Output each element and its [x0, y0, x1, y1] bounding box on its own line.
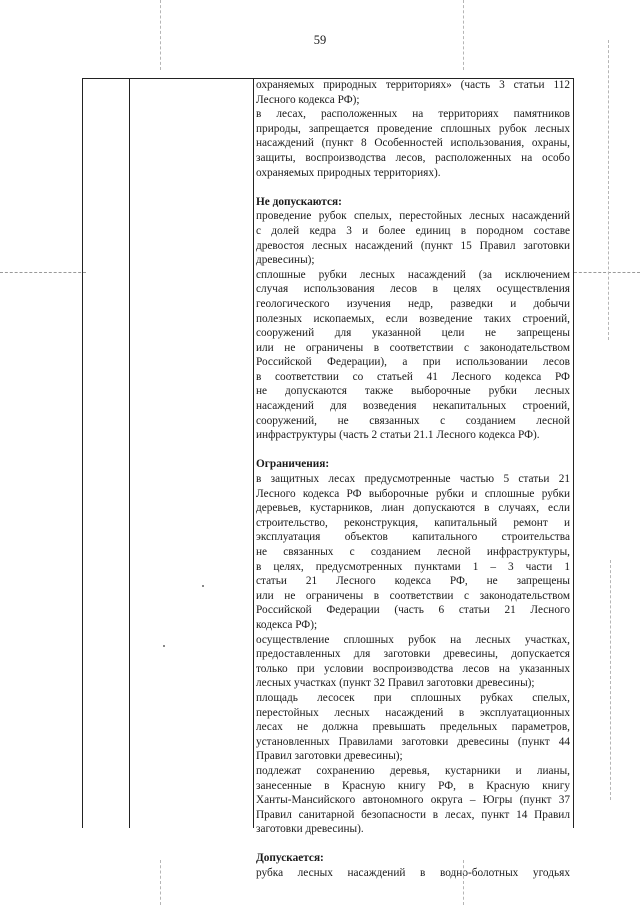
- text-line: заготовки древесины).: [256, 823, 364, 836]
- text-line: лесных участках (пункт 32 Правил заготовки древесины);: [256, 677, 535, 690]
- text-line: не связанных с созданием лесной инфраструктуры,: [256, 546, 570, 558]
- text-line: рубка лесных насаждений в водно-болотных угодьях: [256, 867, 570, 880]
- text-line: природы, запрещается проведение сплошных рубок лесных: [256, 122, 570, 135]
- text-line: Лесного кодекса РФ выборочные рубки и сплошные рубки: [256, 487, 570, 500]
- text-line: случая использования лесов в целях осуществления: [256, 283, 570, 296]
- text-line: насаждений (пункт 8 Особенностей использования, охраны,: [256, 137, 570, 150]
- text-line: Правил санитарной безопасности в лесах, пункт 14 Правил: [256, 808, 570, 821]
- text-line: охраняемых природных территориях).: [256, 166, 441, 179]
- paragraph-gap: [256, 180, 570, 195]
- scan-artifact-line: [463, 0, 464, 70]
- text-line: установленных Правилами заготовки древесины (пункт 44: [256, 735, 570, 748]
- text-line: Лесного кодекса РФ);: [256, 93, 360, 106]
- text-line: подлежат сохранению деревья, кустарники и лианы,: [256, 764, 570, 777]
- text-line: геологического изучения недр, разведки и добычи: [256, 297, 570, 310]
- text-line: охраняемых природных территориях» (часть 3 статьи 112: [256, 79, 570, 91]
- text-line: перестойных лесных насаждений в эксплуатационных: [256, 706, 570, 719]
- scan-artifact-line: [160, 860, 161, 905]
- section-heading: Не допускаются:: [256, 195, 342, 208]
- page-number: 59: [313, 33, 327, 47]
- text-line: инфраструктуры (часть 2 статьи 21.1 Лесного кодекса РФ).: [256, 429, 540, 442]
- text-line: сооружений, не связанных с созданием лесной: [256, 414, 570, 427]
- text-line: кодекса РФ);: [256, 618, 318, 631]
- text-line: осуществление сплошных рубок на лесных участках,: [256, 633, 570, 646]
- text-line: не допускаются также выборочные рубки лесных: [256, 385, 570, 398]
- paragraph-gap: [256, 837, 570, 852]
- text-line: в соответствии со статьей 41 Лесного кодекса РФ: [256, 370, 570, 383]
- text-line: Российской Федерации), а при использовании лесов: [256, 356, 570, 369]
- scan-artifact-dot: [163, 645, 165, 647]
- text-line: лесах не должна превышать предельных параметров,: [256, 721, 570, 734]
- text-line: или не ограничены в соответствии с законодательством: [256, 589, 570, 602]
- table-cell-text: [256, 78, 570, 881]
- text-line: в лесах, расположенных на территориях памятников: [256, 108, 570, 121]
- text-line: проведение рубок спелых, перестойных лесных насаждений: [256, 210, 570, 223]
- text-line: эксплуатация объектов капитального строительства: [256, 531, 570, 544]
- text-line: площадь лесосек при сплошных рубках спелых,: [256, 691, 570, 704]
- text-line: Российской Федерации (часть 6 статьи 21 Лесного: [256, 604, 570, 617]
- table-column-divider: [129, 79, 130, 828]
- text-line: с долей кедра 3 и более единиц в породном составе: [256, 224, 570, 237]
- paragraph-gap: [256, 443, 570, 458]
- text-line: защиты, воспроизводства лесов, расположенных на особо: [256, 151, 570, 164]
- section-heading: Ограничения:: [256, 458, 330, 471]
- scan-artifact-line: [463, 860, 464, 905]
- scan-artifact-dot: [202, 585, 204, 587]
- text-line: сплошные рубки лесных насаждений (за исключением: [256, 268, 570, 281]
- text-line: предоставленных для заготовки древесины, допускается: [256, 648, 570, 661]
- section-heading: Допускается:: [256, 852, 324, 865]
- text-line: в целях, предусмотренных пунктами 1 – 3 части 1: [256, 560, 570, 573]
- scan-artifact-line: [608, 40, 609, 340]
- scan-artifact-line: [0, 272, 86, 273]
- table-column-divider: [253, 79, 254, 828]
- text-line: сооружений для указанной цели не запрещены: [256, 327, 570, 340]
- text-line: строительство, реконструкция, капитальный ремонт и: [256, 516, 570, 529]
- text-line: насаждений для возведения некапитальных строений,: [256, 400, 570, 413]
- text-line: Ханты-Мансийского автономного округа – Югры (пункт 37: [256, 794, 570, 807]
- text-line: только при условии воспроизводства лесов на указанных: [256, 662, 570, 675]
- text-line: деревьев, кустарников, лиан допускаются в случаях, если: [256, 502, 570, 515]
- text-line: занесенные в Красную книгу РФ, в Красную книгу: [256, 779, 570, 792]
- text-line: древостоя лесных насаждений (пункт 15 Правил заготовки: [256, 239, 570, 252]
- text-line: статьи 21 Лесного кодекса РФ, не запрещены: [256, 575, 570, 588]
- scan-artifact-line: [160, 0, 161, 70]
- text-line: или не ограничены в соответствии с законодательством: [256, 341, 570, 354]
- text-line: в защитных лесах предусмотренные частью 5 статьи 21: [256, 473, 570, 486]
- scan-artifact-line: [610, 560, 611, 800]
- text-line: полезных ископаемых, если возведение таких строений,: [256, 312, 570, 325]
- scan-artifact-line: [574, 272, 640, 273]
- text-line: Правил заготовки древесины);: [256, 750, 403, 763]
- text-line: древесины);: [256, 254, 315, 267]
